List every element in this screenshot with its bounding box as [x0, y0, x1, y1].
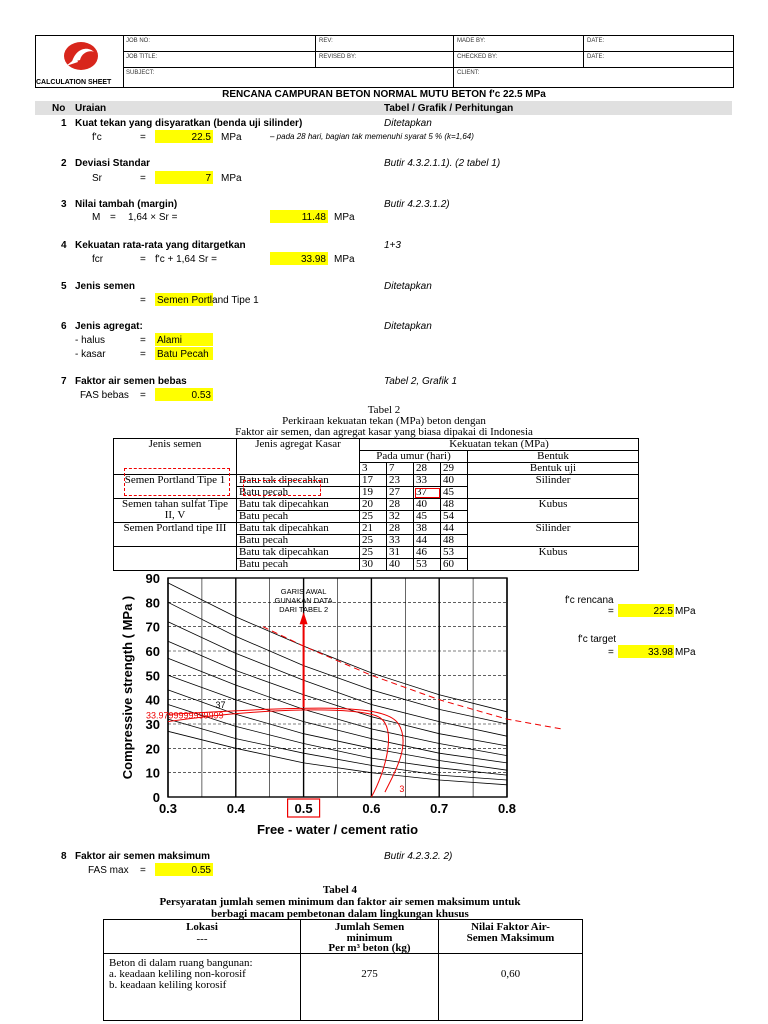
item1-label: f'c — [92, 132, 102, 143]
side-unit2: MPa — [675, 647, 696, 658]
tabel4-caption2: Persyaratan jumlah semen minimum dan faktor air semen maksimum untuk — [159, 896, 521, 908]
t2-cell: 44 — [414, 535, 441, 547]
x-tick-label: 0.3 — [158, 801, 178, 816]
item6-halus-eq: = — [140, 335, 146, 346]
t2-agregat: Batu tak dipecahkan — [237, 499, 360, 511]
t2-umur-28: 28 — [414, 463, 441, 475]
t2-cell: 40 — [414, 499, 441, 511]
t2-cell: 46 — [414, 547, 441, 559]
col-ref: Tabel / Grafik / Perhitungan — [384, 103, 514, 114]
t2-cell: 23 — [387, 475, 414, 487]
tabel2-caption2: Perkiraan kekuatan tekan (MPa) beton dengan — [282, 415, 486, 427]
hdr-date2: DATE: — [584, 52, 733, 68]
t4-h-jumlah3: Per m³ beton (kg) — [328, 942, 411, 954]
item3-title: Nilai tambah (margin) — [75, 199, 178, 210]
t2-cell: 53 — [441, 547, 468, 559]
t2-cell: 60 — [441, 559, 468, 571]
t4-h-jumlah1: Jumlah Semen — [334, 921, 405, 933]
hdr-date1: DATE: — [584, 36, 733, 52]
t2-cell: 38 — [414, 523, 441, 535]
t2-cell: 30 — [360, 559, 387, 571]
t2-umur-29: 29 — [441, 463, 468, 475]
t4-row1b: b. keadaan keliling korosif — [109, 979, 227, 991]
col-uraian: Uraian — [75, 103, 107, 114]
t2-cell: 28 — [387, 499, 414, 511]
red-path-2 — [168, 708, 405, 795]
item8-label: FAS max — [88, 865, 129, 876]
item6-halus-label: - halus — [75, 335, 106, 346]
t2-agregat: Batu pecah — [237, 535, 360, 547]
t2-bentuk-uji: Bentuk uji — [468, 463, 639, 475]
item7-value[interactable]: 0.53 — [191, 390, 211, 401]
item2-eq: = — [140, 173, 146, 184]
x-tick-label: 0.5 — [294, 801, 313, 816]
y-tick-label: 30 — [145, 717, 160, 732]
item4-eq: = — [140, 254, 146, 265]
tabel2-caption1: Tabel 2 — [367, 404, 401, 416]
hdr-revisedby: REVISED BY: — [316, 52, 454, 68]
t2-semen-marker — [124, 468, 230, 496]
t2-agregat: Batu pecah — [237, 511, 360, 523]
t2-bentuk-1: Silinder — [468, 475, 639, 499]
t2-agregat: Batu tak dipecahkan — [237, 475, 360, 487]
item7-title: Faktor air semen bebas — [75, 376, 187, 387]
y-tick-label: 80 — [145, 595, 160, 611]
item6-kasar-label: - kasar — [75, 349, 106, 360]
annotation-line: GUNAKAN DATA — [274, 596, 333, 605]
side-fc-target-value[interactable]: 33.98 — [647, 647, 673, 658]
side-unit1: MPa — [675, 606, 696, 617]
x-tick-label: 0.8 — [497, 801, 517, 816]
hdr-jobno: JOB NO: — [123, 36, 316, 52]
t2-cell: 25 — [360, 547, 387, 559]
x-tick-label: 0.4 — [226, 801, 245, 816]
t2-cell: 45 — [441, 487, 468, 499]
item5-title: Jenis semen — [75, 281, 136, 292]
t2-cell: 33 — [414, 475, 441, 487]
t2-semen-1: Semen Portland Tipe 1 — [114, 475, 237, 499]
item3-formula: 1,64 × Sr = — [128, 212, 178, 223]
item3-unit: MPa — [334, 212, 355, 223]
t2-umur-7: 7 — [387, 463, 414, 475]
red-path-1 — [168, 710, 389, 797]
t4-h-lokasi-sub: --- — [196, 933, 208, 945]
t2-agregat: Batu pecah — [237, 487, 360, 499]
item3-eq: = — [110, 212, 116, 223]
item1-value[interactable]: 22.5 — [191, 132, 211, 143]
t4-h-nilai1: Nilai Faktor Air- — [471, 921, 550, 933]
t2-agregat: Batu pecah — [237, 559, 360, 571]
item3-no: 3 — [61, 199, 67, 210]
item8-eq: = — [140, 865, 146, 876]
t2-cell: 25 — [360, 511, 387, 523]
t2-cell: 40 — [441, 475, 468, 487]
item6-no: 6 — [61, 321, 67, 332]
item7-eq: = — [140, 390, 146, 401]
t2-cell: 44 — [441, 523, 468, 535]
item5-value[interactable] — [157, 295, 259, 306]
t2-semen-4 — [114, 547, 237, 571]
t2-semen-2: Semen tahan sulfat Tipe II, V — [114, 499, 237, 523]
item5-value-rest: and Tipe 1 — [212, 295, 259, 306]
item3-ref: Butir 4.2.3.1.2) — [384, 199, 450, 210]
hdr-checkedby: CHECKED BY: — [454, 52, 584, 68]
item5-no: 5 — [61, 281, 67, 292]
item6-kasar-value[interactable]: Batu Pecah — [157, 349, 209, 360]
t2-cell: 48 — [441, 535, 468, 547]
t2-cell: 28 — [387, 523, 414, 535]
t4-row1-nilai: 0,60 — [500, 968, 521, 980]
t2-h-semen: Jenis semen — [114, 439, 237, 475]
t2-agregat: Batu tak dipecahkan — [237, 523, 360, 535]
item2-no: 2 — [61, 158, 67, 169]
hdr-client: CLIENT: — [457, 70, 480, 76]
y-axis-label: Compressive strength ( MPa ) — [120, 595, 135, 780]
item5-eq: = — [140, 295, 146, 306]
item7-label: FAS bebas — [80, 390, 129, 401]
t4-row1: Beton di dalam ruang bangunan: — [109, 957, 253, 969]
y-tick-label: 70 — [145, 619, 160, 635]
y-tick-label: 10 — [145, 765, 160, 781]
item4-formula: f'c + 1,64 Sr = — [155, 254, 217, 265]
item5-ref: Ditetapkan — [384, 281, 432, 292]
item6-halus-value[interactable]: Alami — [157, 335, 183, 346]
item4-ref: 1+3 — [384, 240, 401, 251]
t2-semen-3: Semen Portland tipe III — [114, 523, 237, 547]
item4-unit: MPa — [334, 254, 355, 265]
item1-note: – pada 28 hari, bagian tak memenuhi syarat 5 % (k=1,64) — [270, 132, 474, 141]
t2-h-umur: Pada umur (hari) — [360, 451, 468, 463]
t2-cell: 32 — [387, 511, 414, 523]
target-value-label: 33.9799999999999 — [146, 710, 224, 721]
item8-ref: Butir 4.2.3.2. 2) — [384, 851, 453, 862]
item6-kasar-eq: = — [140, 349, 146, 360]
t2-cell: 31 — [387, 547, 414, 559]
x-axis-label: Free - water / cement ratio — [256, 822, 419, 837]
item4-label: fcr — [92, 254, 104, 265]
t2-cell: 19 — [360, 487, 387, 499]
side-fc-rencana-label: f'c rencana — [565, 595, 614, 606]
t2-umur-3: 3 — [360, 463, 387, 475]
x-tick-label: 0.6 — [362, 801, 381, 816]
annotation-line: DARI TABEL 2 — [279, 605, 329, 614]
curve-end-label: 3 — [399, 784, 405, 795]
t2-cell: 20 — [360, 499, 387, 511]
item7-ref: Tabel 2, Grafik 1 — [384, 376, 458, 387]
t2-cell: 54 — [441, 511, 468, 523]
hdr-rev: REV: — [316, 36, 454, 52]
hdr-madeby: MADE BY: — [454, 36, 584, 52]
item2-value[interactable]: 7 — [205, 173, 211, 184]
y-tick-label: 40 — [145, 692, 160, 708]
t2-cell: 40 — [387, 559, 414, 571]
side-fc-rencana-value[interactable]: 22.5 — [653, 606, 673, 617]
start-point-label: 37 — [215, 699, 226, 710]
x-tick-label: 0.7 — [430, 801, 449, 816]
tabel4 — [103, 919, 583, 1021]
y-tick-label: 50 — [145, 668, 160, 684]
t2-bentuk-4: Kubus — [468, 547, 639, 571]
logo — [36, 36, 124, 87]
t2-cell: 17 — [360, 475, 387, 487]
side-eq1: = — [608, 606, 614, 617]
y-tick-label: 60 — [145, 644, 160, 659]
item5-value-highlighted: Semen Portl — [157, 295, 213, 306]
t2-cell: 25 — [360, 535, 387, 547]
page-title: RENCANA CAMPURAN BETON NORMAL MUTU BETON f'c 22.5 MPa — [222, 89, 546, 100]
logo-emblem-icon — [36, 36, 122, 76]
side-eq2: = — [608, 647, 614, 658]
t2-h-kekuatan: Kekuatan tekan (MPa) — [360, 439, 639, 451]
red-dashed-curve — [263, 627, 561, 729]
t2-cell: 48 — [441, 499, 468, 511]
t2-bentuk-2: Kubus — [468, 499, 639, 523]
item1-no: 1 — [61, 118, 67, 129]
t4-h-lokasi: Lokasi — [186, 921, 218, 933]
item1-ref: Ditetapkan — [384, 118, 432, 129]
hdr-jobtitle: JOB TITLE: — [123, 52, 316, 68]
tabel4-caption3: berbagi macam pembetonan dalam lingkungan khusus — [211, 908, 469, 920]
t4-row1-jumlah: 275 — [361, 968, 378, 980]
t2-bentuk-3: Silinder — [468, 523, 639, 547]
annotation-line: GARIS AWAL — [280, 587, 327, 596]
t2-cell: 53 — [414, 559, 441, 571]
y-tick-label: 20 — [145, 741, 160, 757]
item4-value[interactable]: 33.98 — [300, 254, 326, 265]
t2-cell: 33 — [387, 535, 414, 547]
item2-label: Sr — [92, 173, 102, 184]
item2-unit: MPa — [221, 173, 242, 184]
y-tick-label: 0 — [152, 790, 160, 805]
t4-row1a: a. keadaan keliling non-korosif — [109, 968, 246, 980]
col-no: No — [52, 103, 66, 114]
side-fc-target-label: f'c target — [578, 634, 617, 645]
item1-eq: = — [140, 132, 146, 143]
item1-unit: MPa — [221, 132, 242, 143]
logo-text: CALCULATION SHEET — [36, 79, 112, 86]
header-box — [35, 35, 734, 88]
t2-cell: 21 — [360, 523, 387, 535]
item2-ref: Butir 4.3.2.1.1). (2 tabel 1) — [384, 158, 501, 169]
item1-title: Kuat tekan yang disyaratkan (benda uji silinder) — [75, 118, 303, 129]
item6-ref: Ditetapkan — [384, 321, 432, 332]
item3-label: M — [92, 212, 101, 223]
item2-title: Deviasi Standar — [75, 158, 151, 169]
tabel4-caption1: Tabel 4 — [322, 884, 358, 896]
t2-cell: 45 — [414, 511, 441, 523]
item6-title: Jenis agregat: — [75, 321, 143, 332]
item7-no: 7 — [61, 376, 67, 387]
item4-title: Kekuatan rata-rata yang ditargetkan — [75, 240, 246, 251]
tabel2-caption3: Faktor air semen, dan agregat kasar yang biasa dipakai di Indonesia — [235, 426, 533, 438]
t2-agregat: Batu tak dipecahkan — [237, 547, 360, 559]
y-tick-label: 90 — [145, 571, 160, 586]
t4-h-nilai2: Semen Maksimum — [466, 932, 555, 944]
hdr-subject: SUBJECT: — [123, 68, 454, 87]
item8-title: Faktor air semen maksimum — [75, 851, 211, 862]
item4-no: 4 — [61, 240, 67, 251]
tabel2 — [113, 438, 639, 571]
item8-no: 8 — [61, 851, 67, 862]
item8-value[interactable]: 0.55 — [191, 865, 211, 876]
t2-cell: 27 — [387, 487, 414, 499]
item3-value[interactable]: 11.48 — [301, 212, 326, 223]
t2-cell-selected: 37 — [414, 487, 441, 499]
t2-h-bentuk: Bentuk — [468, 451, 639, 463]
t2-h-agregat: Jenis agregat Kasar — [237, 439, 360, 475]
t4-h-jumlah2: minimum — [346, 932, 393, 944]
t2-agregat-marker — [243, 480, 321, 496]
